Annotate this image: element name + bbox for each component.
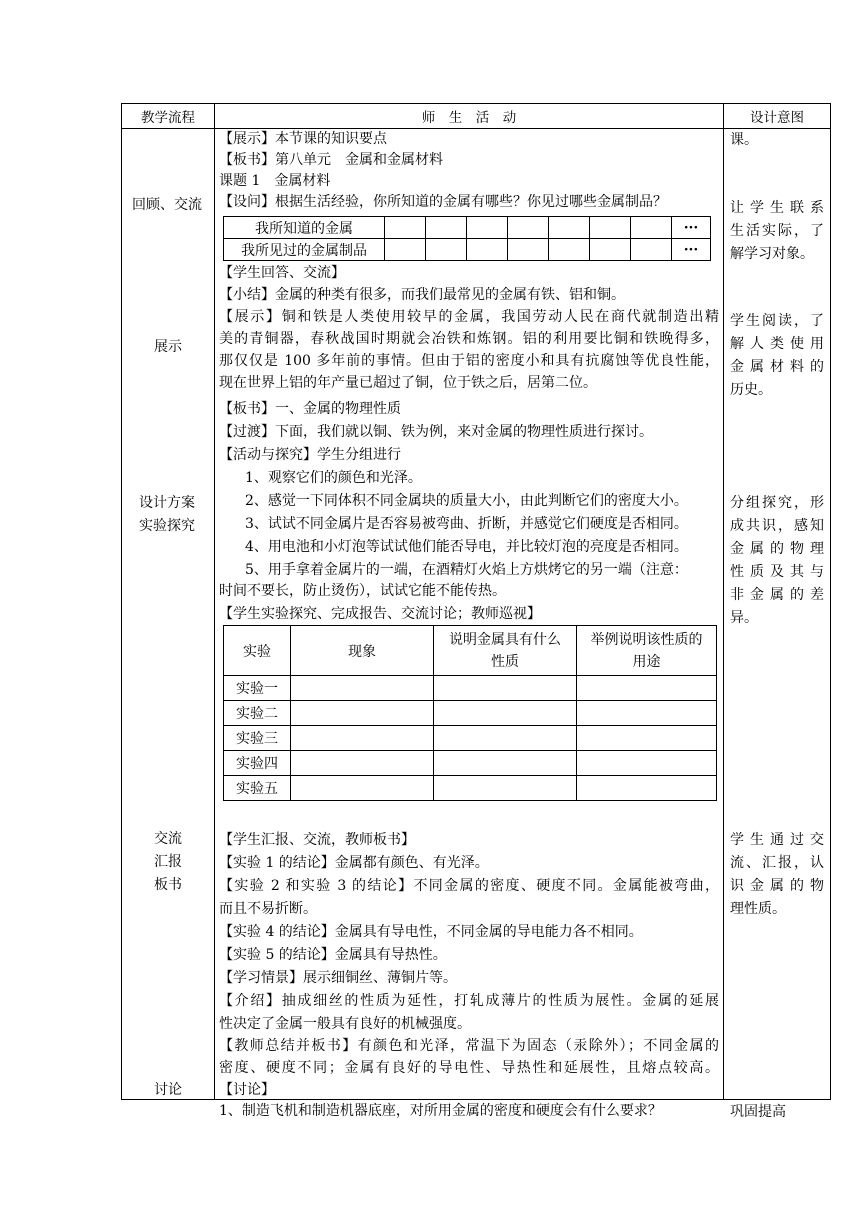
activity-line: 1、制造飞机和制造机器底座，对所用金属的密度和硬度会有什么要求？ [219, 1103, 662, 1119]
experiment-row: 实验二 [224, 701, 717, 726]
activity-line: 【学习情景】展示细铜丝、薄铜片等。 [219, 970, 457, 986]
activity-line: 性决定了金属一般具有良好的机械强度。 [219, 1016, 471, 1032]
col-usage: 举例说明该性质的 用途 [577, 626, 717, 676]
activity-line: 【实验 4 的结论】金属具有导电性，不同金属的导电能力各不相同。 [219, 924, 643, 940]
metals-table [223, 216, 711, 261]
body-row [122, 129, 831, 1100]
activity-line: 5、用手拿着金属片的一端，在酒精灯火焰上方烘烤它的另一端（注意： [245, 562, 688, 578]
activity-line: 【板书】第八单元 金属和金属材料 [219, 152, 443, 168]
experiment-row: 实验一 [224, 676, 717, 701]
intent-line: 识金属的物 [730, 878, 824, 894]
intent-line: 解学习对象。 [730, 246, 814, 262]
experiment-header-row [224, 626, 717, 676]
intent-line: 分组探究，形 [730, 495, 824, 511]
metals-known-label: 我所知道的金属 [224, 217, 385, 239]
activity-line: 【活动与探究】学生分组进行 [219, 447, 401, 463]
activity-line: 【板书】一、金属的物理性质 [219, 401, 401, 417]
stage-review: 回顾、交流 [132, 197, 202, 213]
intent-line: 性质及其与 [730, 564, 824, 580]
activity-line: 【实验 2 和实验 3 的结论】不同金属的密度、硬度不同。金属能被弯曲， [219, 878, 719, 894]
activity-line: 【实验 1 的结论】金属都有颜色、有光泽。 [219, 855, 489, 871]
col-property: 说明金属具有什么 性质 [434, 626, 577, 676]
intent-line: 学生通过交 [730, 832, 824, 848]
header-intent: 设计意图 [724, 104, 831, 129]
lesson-plan-table [121, 103, 831, 1120]
activity-line: 【过渡】下面，我们就以铜、铁为例，来对金属的物理性质进行探讨。 [219, 424, 653, 440]
activity-line: 【讨论】 [219, 1082, 275, 1098]
stage-display: 展示 [154, 339, 182, 355]
intent-line: 异。 [730, 610, 758, 626]
activity-line: 【学生汇报、交流，教师板书】 [219, 832, 415, 848]
metal-products-row [224, 239, 711, 261]
activity-line: 现在世界上铝的年产量已超过了铜，位于铁之后，居第二位。 [219, 375, 597, 391]
stage-report: 汇报 [154, 854, 182, 870]
intent-line: 理性质。 [730, 901, 786, 917]
activity-line: 【学生实验探究、完成报告、交流讨论；教师巡视】 [219, 606, 541, 622]
activity-line: 那仅仅是 100 多年前的事情。但由于铝的密度小和具有抗腐蚀等优良性能， [219, 353, 719, 369]
stage-exchange: 交流 [154, 831, 182, 847]
activity-line: 【设问】根据生活经验，你所知道的金属有哪些？你见过哪些金属制品？ [219, 194, 667, 210]
header-process: 教学流程 [122, 104, 215, 129]
intent-line: 非金属的差 [730, 587, 824, 603]
metals-known-row [224, 217, 711, 239]
ellipsis: ··· [672, 239, 711, 261]
col-experiment: 实验 [224, 626, 291, 676]
intent-line: 成共识，感知 [730, 518, 824, 534]
experiment-row: 实验三 [224, 726, 717, 751]
intent-line: 让学生联系 [730, 200, 824, 216]
col-phenomenon: 现象 [291, 626, 434, 676]
activity-line: 而且不易折断。 [219, 901, 317, 917]
activity-line: 课题 1 金属材料 [219, 173, 331, 189]
ellipsis: ··· [672, 217, 711, 239]
activity-line: 2、感觉一下同体积不同金属块的质量大小，由此判断它们的密度大小。 [245, 493, 688, 509]
stage-experiment: 实验探究 [139, 518, 195, 534]
activity-line: 美的青铜器，春秋战国时期就会冶铁和炼钢。铝的利用要比铜和铁晚得多， [219, 331, 719, 347]
stage-discussion: 讨论 [154, 1082, 182, 1098]
activity-line: 时间不要长，防止烫伤），试试它能不能传热。 [219, 583, 506, 599]
experiment-table [223, 625, 717, 801]
intent-line: 流、汇报，认 [730, 855, 824, 871]
experiment-row: 实验五 [224, 776, 717, 801]
experiment-row: 实验四 [224, 751, 717, 776]
intent-column [724, 129, 831, 1120]
activity-line: 【学生回答、交流】 [219, 265, 345, 281]
metal-products-label: 我所见过的金属制品 [224, 239, 385, 261]
activity-line: 【展示】本节课的知识要点 [219, 131, 387, 147]
intent-line: 课。 [730, 132, 758, 148]
activity-line: 密度、硬度不同；金属有良好的导电性、导热性和延展性，且熔点较高。 [219, 1060, 719, 1076]
activity-line: 【展示】铜和铁是人类使用较早的金属，我国劳动人民在商代就制造出精 [219, 309, 719, 325]
intent-line: 解人类使用 [730, 336, 824, 352]
activity-line: 3、试试不同金属片是否容易被弯曲、折断，并感觉它们硬度是否相同。 [245, 516, 688, 532]
activity-line: 【小结】金属的种类有很多，而我们最常见的金属有铁、铝和铜。 [219, 287, 625, 303]
activity-line: 【实验 5 的结论】金属具有导热性。 [219, 947, 447, 963]
intent-line: 历史。 [730, 382, 772, 398]
stage-board: 板书 [154, 877, 182, 893]
intent-line: 巩固提高 [730, 1104, 786, 1120]
intent-line: 金属材料的 [730, 359, 824, 375]
activity-line: 1、观察它们的颜色和光泽。 [245, 470, 422, 486]
activity-line: 【介绍】抽成细丝的性质为延性，打轧成薄片的性质为展性。金属的延展 [219, 993, 719, 1009]
intent-line: 学生阅读，了 [730, 313, 824, 329]
process-column [122, 129, 215, 1100]
activity-column [215, 129, 724, 1119]
header-row [122, 104, 831, 129]
header-activity: 师 生 活 动 [215, 104, 724, 129]
intent-line: 金属的物理 [730, 541, 824, 557]
activity-line: 4、用电池和小灯泡等试试他们能否导电，并比较灯泡的亮度是否相同。 [245, 539, 688, 555]
activity-line: 【教师总结并板书】有颜色和光泽，常温下为固态（汞除外）；不同金属的 [219, 1038, 719, 1054]
intent-line: 生活实际，了 [730, 223, 824, 239]
stage-design: 设计方案 [139, 495, 195, 511]
